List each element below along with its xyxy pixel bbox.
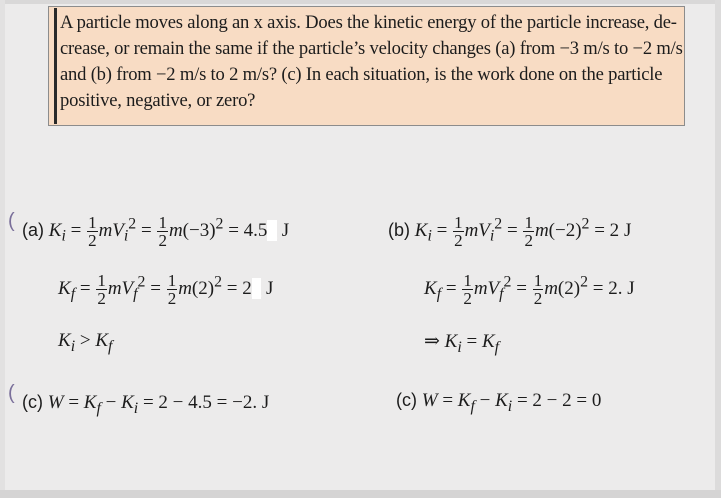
kf-a-unit: J — [265, 277, 274, 299]
eq-c-work-a: (c) $W = K_f - K_i = 2 - 4.5 = -2$. J — [22, 392, 270, 417]
problem-line: and (b) from −2 m/s to 2 m/s? (c) In each situation, is the work done on the particle — [60, 64, 663, 85]
problem-line: crease, or remain the same if the particle’s velocity changes (a) from −3 m/s to −2 m/s — [60, 38, 683, 59]
compare-sign: > — [79, 330, 91, 351]
fraction-half: $\frac{1}{2}$ — [524, 213, 533, 250]
eq-b-kf: $K_f$ = $\frac{1}{2}$ $mV_f^2$ = $\frac{1}{2}$ $m(2)^2 = 2$. J — [424, 271, 635, 308]
fraction-half: $\frac{1}{2}$ — [158, 213, 167, 250]
work-b-expr: = 2 − 2 = 0 — [516, 390, 602, 411]
fraction-half: $\frac{1}{2}$ — [463, 271, 472, 308]
work-a-expr: = 2 − 4.5 = −2. — [142, 392, 258, 413]
pen-mark: ( — [8, 210, 15, 232]
ki-a-unit: J — [281, 219, 290, 241]
fraction-half: $\frac{1}{2}$ — [454, 213, 463, 250]
ki-b-unit: J — [623, 219, 632, 241]
work-a-unit: J — [261, 392, 270, 413]
fraction-half: $\frac{1}{2}$ — [97, 271, 106, 308]
eq-b-ki: (b) $K_i$ = $\frac{1}{2}$ $mV_i^2$ = $\frac{1}{2}$ $m(-2)^2 = 2$ J — [388, 213, 632, 250]
eq-b-conclusion: ⇒ $K_i = K_f$ — [424, 331, 500, 356]
problem-line: A particle moves along an x axis. Does the kinetic energy of the particle increase, de- — [60, 12, 677, 33]
part-b-label: (b) — [388, 219, 410, 240]
top-edge — [0, 0, 721, 4]
kf-b-value: = 2. — [592, 277, 623, 299]
kf-b-unit: J — [627, 277, 635, 299]
right-edge — [715, 0, 721, 498]
part-c-label: (c) — [396, 390, 417, 410]
eq-c-work-b: (c) $W = K_f - K_i = 2 - 2 = 0$ — [396, 390, 602, 415]
kf-a-value: = 2 — [226, 277, 252, 299]
part-c-label: (c) — [22, 392, 43, 412]
left-edge — [0, 0, 5, 498]
fraction-half: $\frac{1}{2}$ — [533, 271, 543, 308]
problem-line: positive, negative, or zero? — [60, 90, 256, 111]
part-a-label: (a) — [22, 219, 44, 240]
eq-a-kf: $K_f$ = $\frac{1}{2}$ $mV_f^2$ = $\frac{1}{2}$ $m(2)^2$ = 2_ J — [58, 271, 274, 308]
bottom-edge — [0, 490, 721, 498]
eq-a-ki: (a) $K_i$ = $\frac{1}{2}$ $mV_i^2$ = $\frac{1}{2}$ $m(-3)^2$ = 4.5_ J — [22, 213, 290, 250]
implies-arrow: ⇒ — [424, 331, 440, 352]
fraction-half: $\frac{1}{2}$ — [88, 213, 97, 250]
fraction-half: $\frac{1}{2}$ — [167, 271, 177, 308]
pen-mark: ( — [8, 382, 15, 404]
problem-bar — [54, 8, 57, 124]
ki-b-value: = 2 — [594, 219, 620, 241]
problem-statement — [60, 10, 683, 114]
ki-a-value: = 4.5 — [228, 219, 268, 241]
eq-a-compare: $K_i > K_f$ — [58, 330, 113, 355]
